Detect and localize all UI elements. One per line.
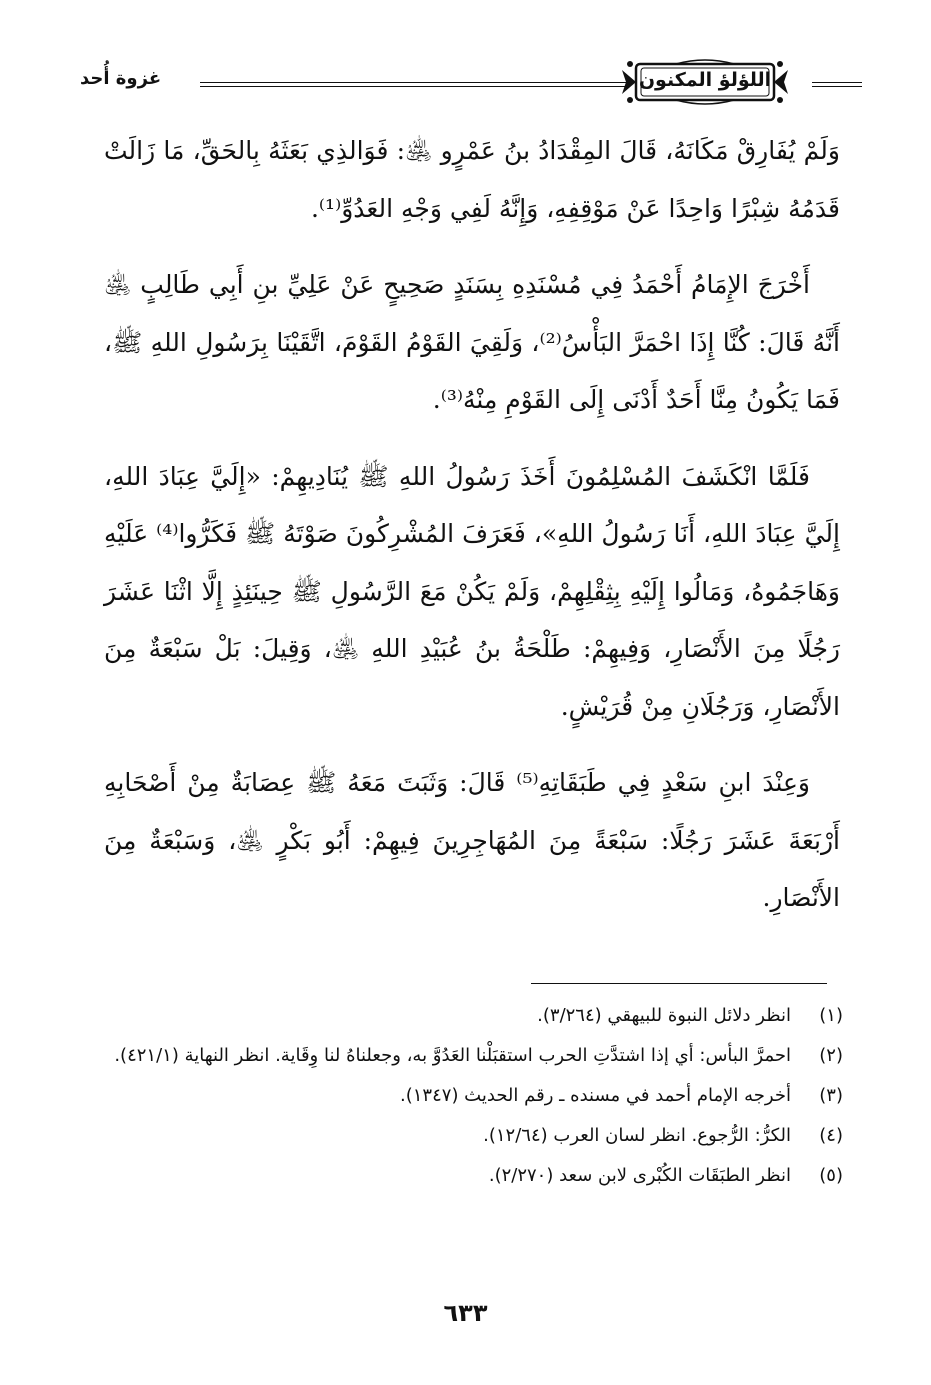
paragraph-3: فَلَمَّا انْكَشَفَ المُسْلِمُونَ أَخَذَ رَسُولُ اللهِ ﷺ يُنَادِيهِمْ: «إِلَيَّ عِبَادَ اللهِ، إِلَيَّ عِبَادَ اللهِ، أَنَا رَسُولُ اللهِ»، فَعَرَفَ المُشْرِكُونَ صَوْتَهُ ﷺ فَكَرُّوا⁽⁴⁾ عَلَيْهِ وَهَاجَمُوهُ، وَمَالُوا إِلَيْهِ بِثِقْلِهِمْ، وَلَمْ يَكُنْ مَعَ الرَّسُولِ ﷺ حِينَئِذٍ إِلَّا اثْنَا عَشَرَ رَجُلًا مِنَ الأَنْصَارِ، وَفِيهِمْ: طَلْحَةُ بنُ عُبَيْدِ اللهِ ﵁، وَقِيلَ: بَلْ سَبْعَةٌ مِنَ الأَنْصَارِ، وَرَجُلَانِ مِنْ قُرَيْشٍ. (104, 461, 840, 721)
footnote-number: (١) (819, 1005, 843, 1026)
page-header (70, 52, 852, 108)
footnote-text: انظر دلائل النبوة للبيهقي (٣/٢٦٤). (537, 1005, 791, 1026)
footnote-text: احمرَّ البأس: أي إذا اشتدَّتِ الحرب استقبَلْنا العَدُوَّ به، وجعلناهُ لنا وِقَاية. انظر النهاية (٤٢١/١). (114, 1045, 791, 1066)
footnote-number: (٣) (819, 1085, 843, 1106)
footnote-number: (٤) (819, 1125, 843, 1146)
header-rule-left (200, 82, 628, 87)
header-rule-right (812, 82, 862, 87)
footnote-number: (٢) (819, 1045, 843, 1066)
footnote-item (91, 1156, 843, 1196)
footnote-text: انظر الطبَقَات الكُبْرى لابن سعد (٢/٢٧٠). (488, 1165, 791, 1186)
footnotes (91, 996, 843, 1196)
footnote-text: أخرجه الإمام أحمد في مسنده ـ رقم الحديث (١٣٤٧). (400, 1085, 791, 1106)
chapter-title: غزوة أُحد (80, 68, 162, 89)
paragraph-1: وَلَمْ يُفَارِقْ مَكَانَهُ، قَالَ المِقْدَادُ بنُ عَمْرٍو ﵁: فَوَالذِي بَعَثَهُ بِالحَقِّ، مَا زَالَتْ قَدَمُهُ شِبْرًا وَاحِدًا عَنْ مَوْقِفِهِ، وَإِنَّهُ لَفِي وَجْهِ العَدُوِّ⁽¹⁾. (104, 136, 840, 223)
footnote-number: (٥) (819, 1165, 843, 1186)
footnote-item (91, 1036, 843, 1076)
book-title: اللؤلؤ المكنون (638, 69, 772, 91)
paragraph-4: وَعِنْدَ ابنِ سَعْدٍ فِي طَبَقَاتِهِ⁽⁵⁾ قَالَ: وَثَبَتَ مَعَهُ ﷺ عِصَابَةٌ مِنْ أَصْحَابِهِ أَرْبَعَةَ عَشَرَ رَجُلًا: سَبْعَةً مِنَ المُهَاجِرِينَ فِيهِمْ: أَبُو بَكْرٍ ﵁، وَسَبْعَةٌ مِنَ الأَنْصَارِ. (104, 768, 840, 912)
page-number: ٦٣٣ (443, 1299, 488, 1327)
paragraph-2: أَخْرَجَ الإِمَامُ أَحْمَدُ فِي مُسْنَدِهِ بِسَنَدٍ صَحِيحٍ عَنْ عَلِيِّ بنِ أَبِي طَالِبٍ ﵁ أَنَّهُ قَالَ: كُنَّا إِذَا احْمَرَّ البَأْسُ⁽²⁾، وَلَقِيَ القَوْمُ القَوْمَ، اتَّقَيْنَا بِرَسُولِ اللهِ ﷺ، فَمَا يَكُونُ مِنَّا أَحَدٌ أَدْنَى إِلَى القَوْمِ مِنْهُ⁽³⁾. (104, 270, 840, 414)
footnote-separator (531, 983, 827, 984)
main-text (104, 122, 840, 946)
footnote-item (91, 1116, 843, 1156)
footnote-item (91, 1076, 843, 1116)
footnote-item (91, 996, 843, 1036)
footnote-text: الكرُّ: الرُّجوع. انظر لسان العرب (١٢/٦٤). (483, 1125, 791, 1146)
title-ornament-frame (616, 56, 794, 108)
